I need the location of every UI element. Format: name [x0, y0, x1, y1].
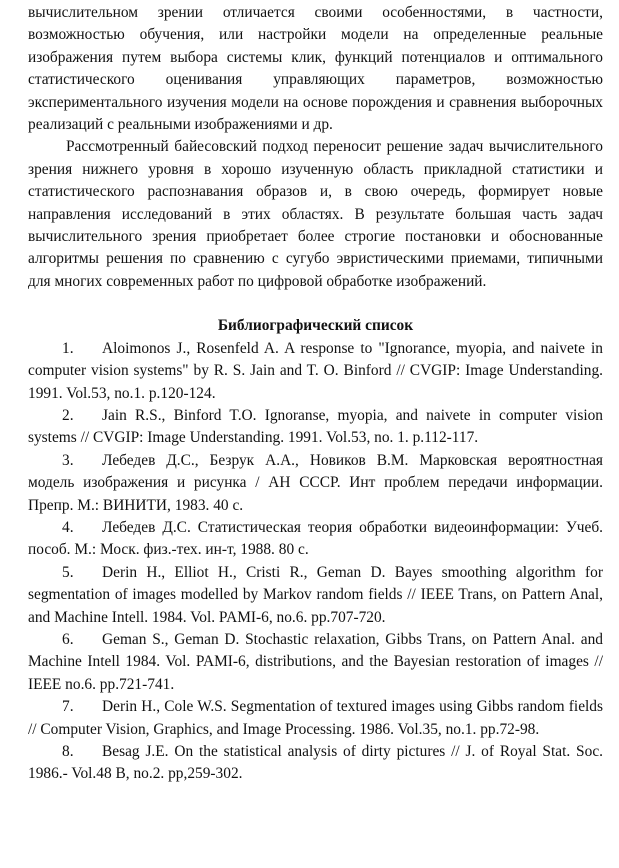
bibliography-item-7: [28, 696, 603, 741]
bibliography-item-text: Geman S., Geman D. Stochastic relaxation, Gibbs Trans, on Pattern Anal. and Machine Intell 1984. Vol. PAMI-6, distributions, and the Bayesian restoration of images // IEEE no.6. pp.721-741.: [28, 630, 603, 693]
bibliography-item-number: 1.: [62, 339, 74, 357]
bibliography-item-number: 6.: [62, 630, 74, 648]
section-spacer: [28, 293, 603, 315]
bibliography-item-text: Aloimonos J., Rosenfeld A. A response to "Ignorance, myopia, and naivete in computer vision systems" by R. S. Jain and T. O. Binford // CVGIP: Image Understanding. 1991. Vol.53, no.1. p.120-124.: [28, 339, 603, 402]
bibliography-item-1: [28, 338, 603, 405]
body-paragraph-1: вычислительном зрении отличается своими особенностями, в частности, возможностью обучения, или настройки модели на определенные реальные изображения путем выбора системы клик, функций потенциалов и оптимального статистического оценивания управляющих параметров, возможностью экспериментального изучения модели на основе порождения и сравнения выборочных реализаций с реальными изображениями и др.: [28, 4, 603, 134]
bibliography-list: [28, 338, 603, 786]
bibliography-item-number: 2.: [62, 406, 74, 424]
bibliography-item-text: Derin H., Elliot H., Cristi R., Geman D. Bayes smoothing algorithm for segmentation of images modelled by Markov random fields // IEEE Trans, on Pattern Anal, and Machine Intell. 1984. Vol. PAMI-6, no.6. pp.707-720.: [28, 563, 603, 626]
bibliography-item-2: [28, 405, 603, 450]
bibliography-item-number: 4.: [62, 518, 74, 536]
bibliography-item-number: 5.: [62, 563, 74, 581]
bibliography-item-3: [28, 450, 603, 517]
body-paragraph-2: Рассмотренный байесовский подход переносит решение задач вычислительного зрения нижнего уровня в хорошо изученную область прикладной статистики и статистического распознавания образов и, в свою очередь, формирует новые направления исследований в этих областях. В результате большая часть задач вычислительного зрения приобретает более строгие постановки и обоснованные алгоритмы решения по сравнению с сугубо эвристическими приемами, типичными для многих современных работ по цифровой обработке изображений.: [28, 138, 603, 290]
bibliography-title: Библиографический список: [217, 317, 414, 335]
bibliography-item-text: Derin H., Cole W.S. Segmentation of textured images using Gibbs random fields // Computer Vision, Graphics, and Image Processing. 1986. Vol.35, no.1. pp.72-98.: [28, 698, 603, 738]
bibliography-item-text: Лебедев Д.С. Статистическая теория обработки видеоинформации: Учеб. пособ. М.: Моск. физ.-тех. ин-т, 1988. 80 с.: [28, 518, 603, 559]
bibliography-item-number: 8.: [62, 743, 74, 760]
bibliography-item-number: 7.: [62, 698, 74, 716]
bibliography-item-text: Лебедев Д.С., Безрук А.А., Новиков В.М. Марковская вероятностная модель изображения и рисунка / АН СССР. Инт проблем передачи информации. Препр. М.: ВИНИТИ, 1983. 40 с.: [28, 451, 603, 514]
bibliography-item-text: Jain R.S., Binford T.O. Ignoranse, myopia, and naivete in computer vision systems // CVGIP: Image Understanding. 1991. Vol.53, no. 1. p.112-117.: [28, 406, 603, 447]
bibliography-item-number: 3.: [62, 451, 74, 469]
bibliography-item-5: [28, 562, 603, 629]
bibliography-item-text: Besag J.E. On the statistical analysis of dirty pictures // J. of Royal Stat. Soc. 1986.- Vol.48 B, no.2. pp,259-302.: [28, 743, 603, 783]
bibliography-item-8: [28, 741, 603, 786]
bibliography-item-6: [28, 629, 603, 696]
bibliography-item-4: [28, 517, 603, 562]
